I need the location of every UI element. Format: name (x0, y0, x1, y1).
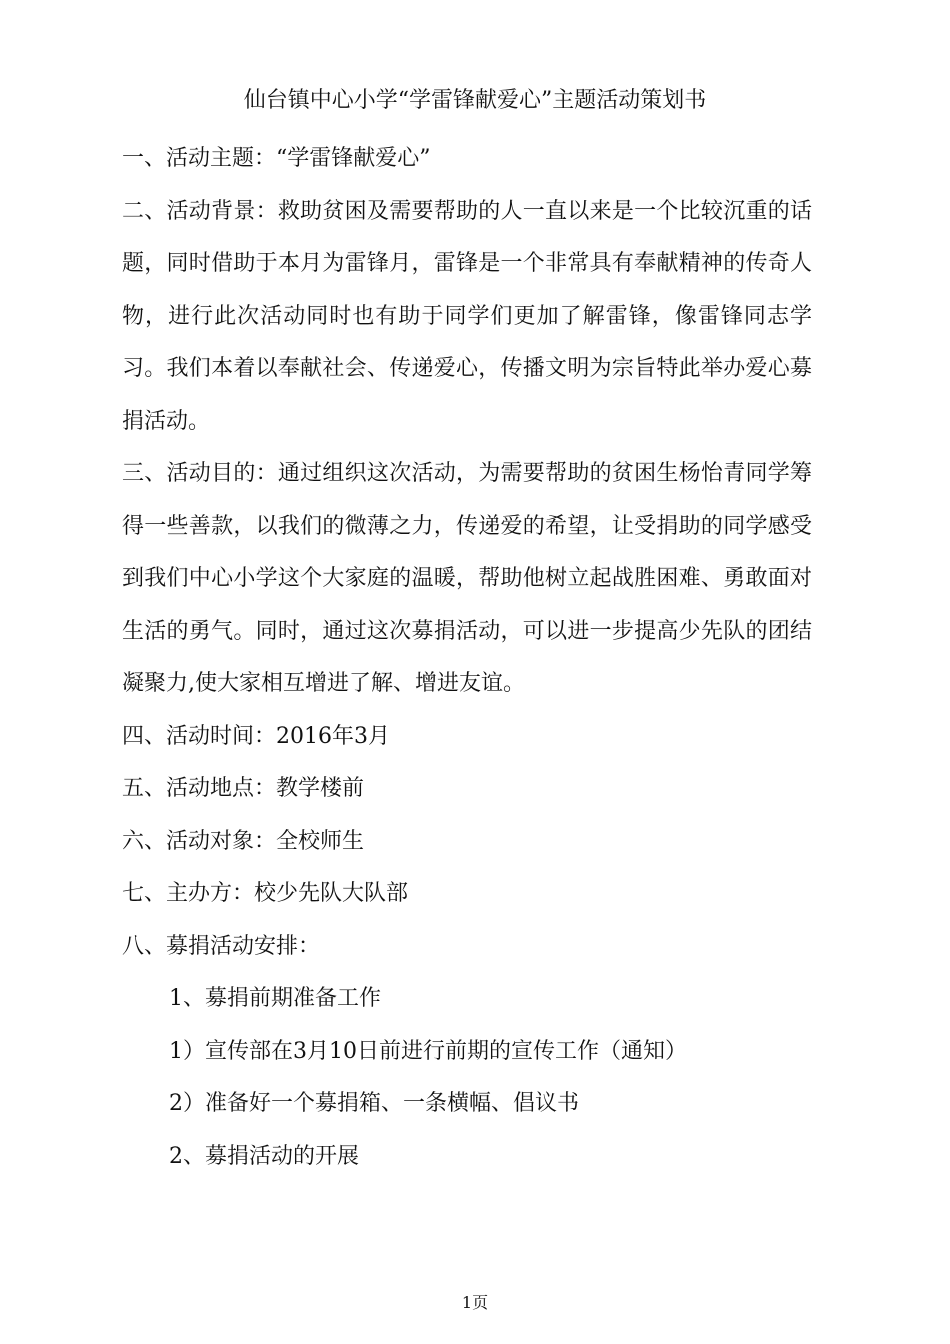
paragraph-step-1-1: 1）宣传部在3月10日前进行前期的宣传工作（通知） (169, 1038, 687, 1064)
paragraph-background: 二、活动背景：救助贫困及需要帮助的人一直以来是一个比较沉重的话题，同时借助于本月为雷锋月，雷锋是一个非常具有奉献精神的传奇人物，进行此次活动同时也有助于同学们更加了解雷锋，像雷锋同志学习。我们本着以奉献社会、传递爱心，传播文明为宗旨特此举办爱心募捐活动。 (122, 198, 812, 434)
page-number: 1页 (461, 1293, 489, 1312)
paragraph-time: 四、活动时间：2016年3月 (122, 723, 390, 749)
paragraph-purpose: 三、活动目的：通过组织这次活动，为需要帮助的贫困生杨怡青同学筹得一些善款，以我们的微薄之力，传递爱的希望，让受捐助的同学感受到我们中心小学这个大家庭的温暖，帮助他树立起战胜困难、勇敢面对生活的勇气。同时，通过这次募捐活动，可以进一步提高少先队的团结凝聚力,使大家相互增进了解、增进友谊。 (122, 461, 812, 696)
paragraph-audience: 六、活动对象：全校师生 (122, 828, 365, 854)
document-body (122, 133, 812, 1183)
document-title: 仙台镇中心小学“学雷锋献爱心”主题活动策划书 (243, 88, 707, 113)
paragraph-arrangement: 八、募捐活动安排： (122, 933, 321, 959)
paragraph-step-1-2: 2）准备好一个募捐箱、一条横幅、倡议书 (169, 1091, 579, 1116)
paragraph-location: 五、活动地点：教学楼前 (122, 776, 365, 801)
paragraph-step-1: 1、募捐前期准备工作 (169, 986, 381, 1011)
paragraph-theme: 一、活动主题：“学雷锋献爱心” (122, 146, 431, 171)
paragraph-step-2: 2、募捐活动的开展 (169, 1143, 359, 1169)
paragraph-organizer: 七、主办方：校少先队大队部 (122, 881, 409, 906)
